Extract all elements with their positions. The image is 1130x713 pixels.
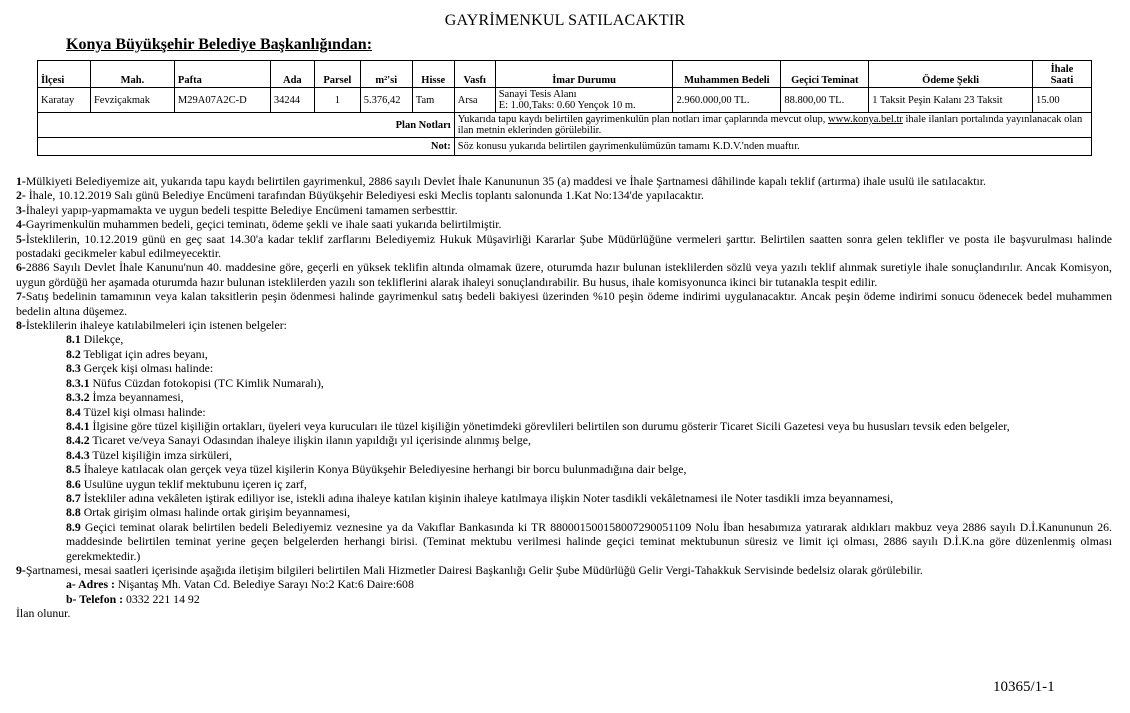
website-link[interactable]: www.konya.bel.tr <box>828 114 903 125</box>
item-5: 5-İsteklilerin, 10.12.2019 günü en geç saat 14.30'a kadar teklif zarflarını Belediyemiz Hukuk Müşavirliği Kararlar Şube Müdürlüğüne vermeleri şarttır. Belirtilen saatten sonra gelen teklifler ve posta ile başvurulması halinde postadaki gecikmeler kabul edilmeyecektir. <box>16 231 1112 261</box>
note-row <box>38 138 1092 156</box>
item-2: 2- İhale, 10.12.2019 Salı günü Belediye Encümeni tarafından Büyükşehir Belediyesi eski Meclis toplantı salonunda 1.Kat No:134'de yapılacaktır. <box>16 188 704 203</box>
col-hisse: Hisse <box>412 61 454 88</box>
item-4: 4-Gayrimenkulün muhammen bedeli, geçici teminatı, ödeme şekli ve ihale saati yukarıda belirtilmiştir. <box>16 217 502 232</box>
cell-imar: Sanayi Tesis Alanı E: 1.00,Taks: 0.60 Yençok 10 m. <box>495 88 673 113</box>
col-pafta: Pafta <box>174 61 270 88</box>
issuer-heading: Konya Büyükşehir Belediye Başkanlığından: <box>66 36 373 53</box>
notice-body <box>16 174 1112 621</box>
item-8-4: 8.4 Tüzel kişi olması halinde: <box>66 404 206 419</box>
col-teminat: Geçici Teminat <box>781 61 869 88</box>
item-7: 7-Satış bedelinin tamamının veya kalan taksitlerin peşin ödenmesi halinde gayrimenkul satış bedeli bakiyesi üzerinden %10 peşin ödeme indirimi uygulanacaktır. Ancak peşin ödeme indirimi sonucu ödenecek bedel muhammen bedelin altına düşemez. <box>16 289 1112 318</box>
item-8-5: 8.5 İhaleye katılacak olan gerçek veya tüzel kişilerin Konya Büyükşehir Belediyesine herhangi bir borcu bulunmadığına dair belge, <box>66 462 687 477</box>
cell-odeme: 1 Taksit Peşin Kalanı 23 Taksit <box>869 88 1033 113</box>
closing-line: İlan olunur. <box>16 606 71 621</box>
col-ilce: İlçesi <box>38 61 91 88</box>
col-mah: Mah. <box>90 61 174 88</box>
item-8: 8-İsteklilerin ihaleye katılabilmeleri için istenen belgeler: <box>16 318 287 333</box>
plan-notes-text: Yukarıda tapu kaydı belirtilen gayrimenkulün plan notları imar çaplarında mevcut olup, www.konya.bel.tr ihale ilanları portalında yayınlanacak olan ilan metnin eklerinden görülebilir. <box>454 113 1091 138</box>
table-row <box>38 88 1092 113</box>
address-line: a- Adres : Nişantaş Mh. Vatan Cd. Belediye Sarayı No:2 Kat:6 Daire:608 <box>66 577 414 592</box>
item-1: 1-Mülkiyeti Belediyemize ait, yukarıda tapu kaydı belirtilen gayrimenkul, 2886 sayılı Devlet İhale Kanununun 35 (a) maddesi ve İhale Şartnamesi dâhilinde kapalı teklif (artırma) ihale usulü ile satılacaktır. <box>16 174 986 188</box>
plan-notes-label: Plan Notları <box>38 113 455 138</box>
cell-ilce: Karatay <box>38 88 91 113</box>
phone-line: b- Telefon : 0332 221 14 92 <box>66 591 200 606</box>
item-8-2: 8.2 Tebligat için adres beyanı, <box>66 346 208 361</box>
note-text: Söz konusu yukarıda belirtilen gayrimenkulümüzün tamamı K.D.V.'nden muaftır. <box>454 138 1091 156</box>
col-odeme: Ödeme Şekli <box>869 61 1033 88</box>
cell-ada: 34244 <box>270 88 314 113</box>
item-8-8: 8.8 Ortak girişim olması halinde ortak girişim beyannamesi, <box>66 505 351 520</box>
item-8-9: 8.9 Geçici teminat olarak belirtilen bedeli Belediyemiz veznesine ya da Vakıflar Bankasında ki TR 880001500158007290051109 Nolu İban hesabımıza yatırarak aldıkları makbuz veya 2886 sayılı D.İ.Kanununun 26. maddesinde belirtilen teminat yerine geçen belgelerden herhangi birisi. (Teminat mektubu verilmesi halinde geçici teminat mektubunun süresiz ve limit içi olması, 2886 sayılı D.İ.K.na göre düzenlenmiş olması gerekmektedir.) <box>66 519 1112 563</box>
item-8-1: 8.1 Dilekçe, <box>66 332 124 347</box>
cell-saat: 15.00 <box>1032 88 1091 113</box>
cell-hisse: Tam <box>412 88 454 113</box>
item-8-4-1: 8.4.1 İlgisine göre tüzel kişiliğin ortakları, üyeleri veya kurucuları ile tüzel kişiliğin yönetimdeki görevlileri belirtilen son durumu gösterir Ticaret Sicili Gazetesi veya bu hususları tevsik eden belgeler, <box>66 418 1010 433</box>
cell-vasfi: Arsa <box>454 88 495 113</box>
col-imar: İmar Durumu <box>495 61 673 88</box>
notice-title: GAYRİMENKUL SATILACAKTIR <box>444 12 686 29</box>
cell-muhammen: 2.960.000,00 TL. <box>673 88 781 113</box>
col-ihale-saati: İhale Saati <box>1032 61 1091 88</box>
property-table <box>37 60 1092 156</box>
item-8-3-1: 8.3.1 Nüfus Cüzdan fotokopisi (TC Kimlik Numaralı), <box>66 375 324 390</box>
cell-m2: 5.376,42 <box>360 88 412 113</box>
cell-teminat: 88.800,00 TL. <box>781 88 869 113</box>
note-label: Not: <box>38 138 455 156</box>
table-header-row <box>38 61 1092 88</box>
item-8-7: 8.7 İstekliler adına vekâleten iştirak ediliyor ise, istekli adına ihaleye katılan kişinin ihaleye katılmaya ilişkin Noter tasdikli vekâletnamesi ile Noter tasdikli imza beyannamesi, <box>66 490 894 505</box>
item-3: 3-İhaleyi yapıp-yapmamakta ve uygun bedeli tespitte Belediye Encümeni tamamen serbesttir. <box>16 202 458 217</box>
item-8-4-2: 8.4.2 Ticaret ve/veya Sanayi Odasından ihaleye ilişkin ilanın yapıldığı yıl içerisinde alınmış belge, <box>66 433 531 448</box>
item-9: 9-Şartnamesi, mesai saatleri içerisinde aşağıda iletişim bilgileri belirtilen Mali Hizmetler Dairesi Başkanlığı Gelir Şube Müdürlüğü Gelir Vergi-Tahakkuk Servisinde bedelsiz olarak görülebilir. <box>16 562 923 577</box>
item-8-3: 8.3 Gerçek kişi olması halinde: <box>66 361 214 376</box>
cell-mah: Fevziçakmak <box>90 88 174 113</box>
item-8-3-2: 8.3.2 İmza beyannamesi, <box>66 390 184 405</box>
cell-pafta: M29A07A2C-D <box>174 88 270 113</box>
cell-parsel: 1 <box>314 88 360 113</box>
col-muhammen: Muhammen Bedeli <box>673 61 781 88</box>
col-ada: Ada <box>270 61 314 88</box>
item-8-6: 8.6 Usulüne uygun teklif mektubunu içeren iç zarf, <box>66 476 307 491</box>
item-8-4-3: 8.4.3 Tüzel kişiliğin imza sirküleri, <box>66 447 232 462</box>
plan-notes-row <box>38 113 1092 138</box>
col-parsel: Parsel <box>314 61 360 88</box>
item-6: 6-2886 Sayılı Devlet İhale Kanunu'nun 40. maddesine göre, geçerli en yüksek teklifin altında olmamak üzere, oturumda hazır bulunan isteklilerden sözlü veya yazılı teklif alınmak suretiyle ihale sonuçlandırılır. Ancak Komisyon, uygun gördüğü her aşamada oturumda hazır bulunan isteklilerden yazılı son tekliflerini alarak ihaleyi sonuçlandırabilir. Bu husus, ihale komisyonunca ikinci bir tutanakla tespit edilir. <box>16 260 1112 289</box>
notice-reference-code: 10365/1-1 <box>993 679 1055 695</box>
col-vasfi: Vasfı <box>454 61 495 88</box>
col-m2: m²'si <box>360 61 412 88</box>
